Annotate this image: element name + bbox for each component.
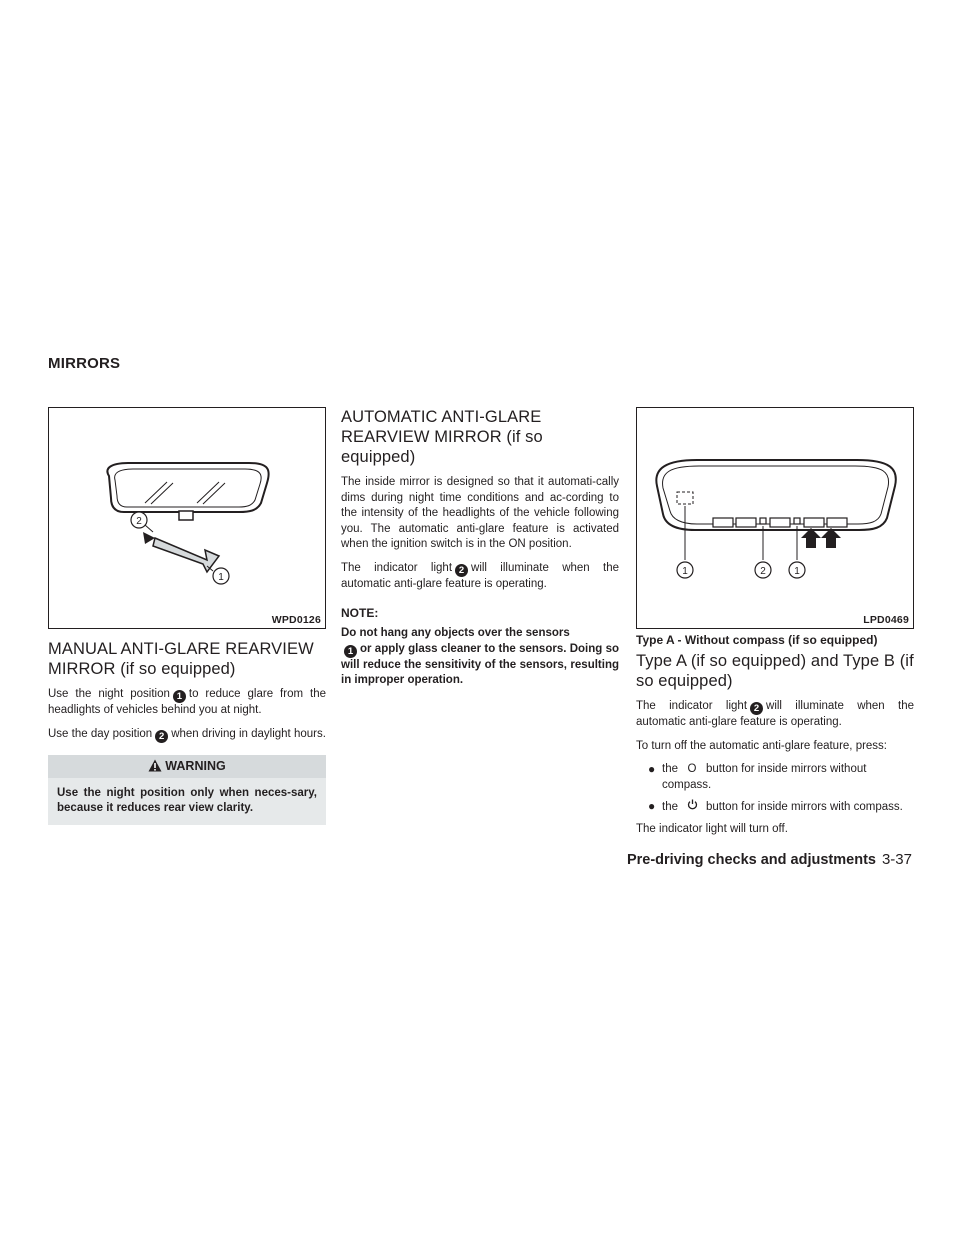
- callout-2-icon: 2: [455, 564, 468, 577]
- callout-1: 1: [218, 572, 224, 583]
- warning-box: [48, 755, 326, 825]
- column-automatic: [341, 407, 619, 689]
- callout-2: 2: [136, 516, 142, 527]
- manual-heading: MANUAL ANTI-GLARE REARVIEW MIRROR (if so equipped): [48, 640, 314, 678]
- figure-code: WPD0126: [271, 614, 321, 626]
- footer-title: Pre-driving checks and adjustments: [626, 852, 876, 868]
- callout-2: 2: [760, 566, 766, 577]
- callout-2-icon: 2: [750, 702, 763, 715]
- typeab-paragraph-2: To turn off the automatic anti-glare feature, press:: [636, 739, 888, 752]
- callout-1: 1: [682, 566, 688, 577]
- figure-manual-mirror: [48, 407, 326, 629]
- warning-text: Use the night position only when neces-sary, because it reduces rear view clarity.: [48, 778, 326, 825]
- callout-1-icon: 1: [173, 690, 186, 703]
- note-text: Do not hang any objects over the sensors 1 or apply glass cleaner to the sensors. Doing so will reduce the sensitivity of the sensors, resulting in improper operation.: [341, 627, 619, 686]
- column-types: [636, 407, 914, 845]
- bullet-list: [636, 762, 914, 816]
- manual-paragraph-1: Use the night position 1 to reduce glare from the headlights of vehicles behind you at night.: [48, 688, 326, 716]
- automatic-paragraph-2: The indicator light 2 will illuminate when the automatic anti-glare feature is operating.: [341, 561, 619, 590]
- list-item: ● the button for inside mirrors with compass.: [636, 799, 914, 816]
- typeab-paragraph-3: The indicator light will turn off.: [636, 822, 788, 835]
- automatic-paragraph-1: The inside mirror is designed so that it automati-cally dims during night time conditions and ac-cording to the intensity of the headlights of the vehicle following you. The automatic anti-glare feature is activated when the ignition switch is in the ON position.: [341, 476, 619, 550]
- bullet-icon: ●: [648, 799, 656, 813]
- typeab-paragraph-1: The indicator light 2 will illuminate when the automatic anti-glare feature is operating.: [636, 700, 914, 728]
- o-button-glyph: O: [687, 763, 697, 775]
- power-icon: [678, 799, 706, 816]
- figure-auto-mirror: [636, 407, 914, 629]
- figure-code: LPD0469: [863, 614, 909, 626]
- manual-paragraph-2: Use the day position 2 when driving in daylight hours.: [48, 727, 326, 742]
- bullet-icon: ●: [648, 762, 656, 776]
- auto-mirror-illustration: [637, 408, 913, 628]
- warning-icon: [148, 759, 162, 772]
- warning-header: [48, 755, 326, 778]
- list-item: ● the O button for inside mirrors without compass.: [648, 762, 867, 791]
- warning-title: WARNING: [165, 758, 226, 773]
- callout-1-icon: 1: [344, 645, 357, 658]
- rearview-mirror-illustration: [49, 408, 325, 628]
- callout-2-icon: 2: [155, 730, 168, 743]
- column-manual: [48, 407, 326, 825]
- page-number: 3-37: [881, 851, 912, 868]
- note-title: NOTE:: [341, 606, 379, 620]
- figure-caption: Type A - Without compass (if so equipped): [636, 633, 878, 647]
- section-title: MIRRORS: [48, 355, 121, 372]
- automatic-heading: AUTOMATIC ANTI-GLARE REARVIEW MIRROR (if so equipped): [341, 408, 543, 466]
- page-footer: [627, 851, 912, 869]
- callout-1: 1: [794, 566, 800, 577]
- typeab-heading: Type A (if so equipped) and Type B (if so equipped): [636, 652, 914, 690]
